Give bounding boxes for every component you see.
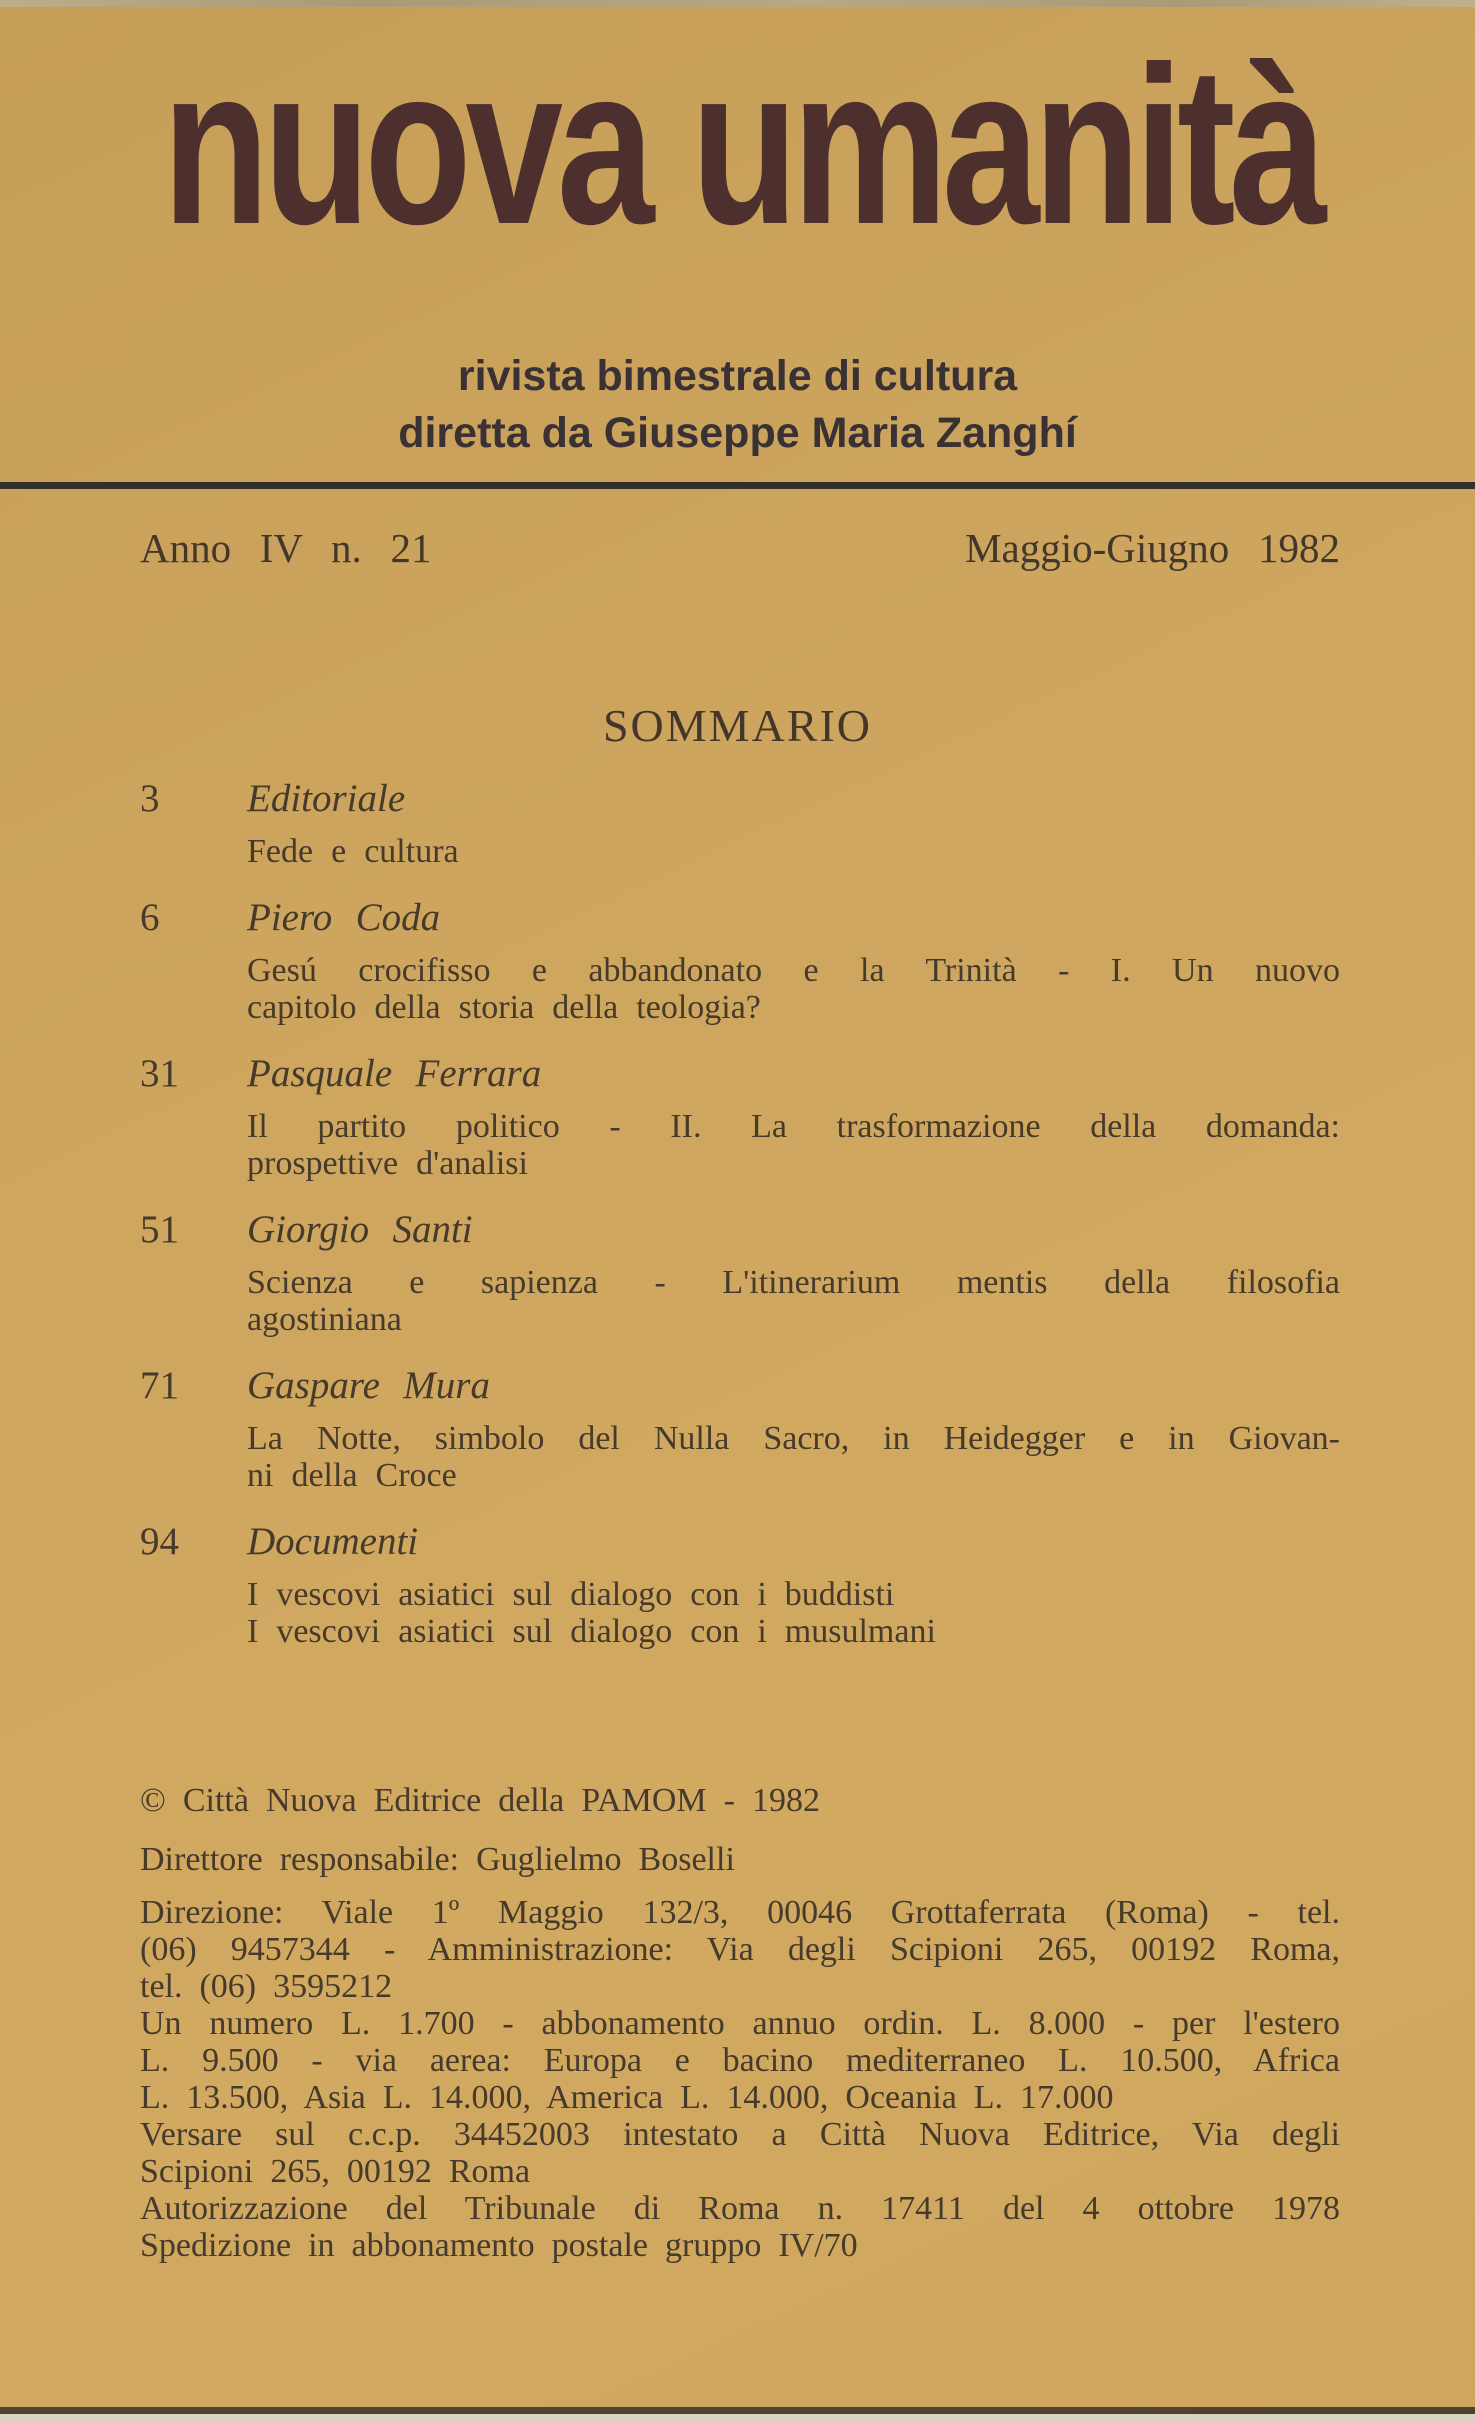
issue-date: Maggio-Giugno 1982 (965, 525, 1340, 571)
toc-entry (140, 1052, 1340, 1182)
toc-description-line: I vescovi asiatici sul dialogo con i buddisti (247, 1576, 895, 1613)
director-line: Direttore responsabile: Guglielmo Boselli (140, 1841, 735, 1878)
masthead-divider-rule (0, 482, 1475, 489)
toc-heading: SOMMARIO (602, 700, 873, 751)
toc-description-line: Scienza e sapienza - L'itinerarium mentis della filosofia (247, 1264, 1340, 1301)
issue-number: Anno IV n. 21 (140, 525, 432, 571)
imprint-line: tel. (06) 3595212 (140, 1968, 393, 2005)
toc-description-line: Gesú crocifisso e abbandonato e la Trinità - I. Un nuovo (247, 952, 1340, 989)
toc-page-number: 6 (140, 896, 160, 939)
toc-description-line: capitolo della storia della teologia? (247, 989, 761, 1026)
imprint-line: Spedizione in abbonamento postale gruppo IV/70 (140, 2227, 858, 2264)
imprint-line: L. 13.500, Asia L. 14.000, America L. 14.000, Oceania L. 17.000 (140, 2079, 1114, 2116)
toc-author: Piero Coda (247, 896, 441, 939)
imprint-line: Scipioni 265, 00192 Roma (140, 2153, 531, 2190)
subtitle-line-2: diretta da Giuseppe Maria Zanghí (398, 409, 1077, 457)
toc-author: Gaspare Mura (247, 1364, 490, 1407)
toc-description-line: La Notte, simbolo del Nulla Sacro, in Heidegger e in Giovan- (247, 1420, 1340, 1457)
publication-details (140, 1894, 1340, 2264)
imprint-line: L. 9.500 - via aerea: Europa e bacino mediterraneo L. 10.500, Africa (140, 2042, 1340, 2079)
magazine-title: nuova umanità (162, 19, 1321, 271)
toc-page-number: 51 (140, 1208, 179, 1251)
page-bottom-edge (0, 2414, 1475, 2421)
toc-description (247, 1576, 1340, 1650)
toc-description (247, 1108, 1340, 1182)
imprint-line: (06) 9457344 - Amministrazione: Via degli Scipioni 265, 00192 Roma, (140, 1931, 1340, 1968)
toc-page-number: 94 (140, 1520, 179, 1563)
toc-description (247, 833, 1340, 870)
toc-description (247, 1420, 1340, 1494)
toc-description-line: I vescovi asiatici sul dialogo con i musulmani (247, 1613, 936, 1650)
toc-entry (140, 1520, 1340, 1650)
toc-author: Pasquale Ferrara (247, 1052, 542, 1095)
toc-page-number: 31 (140, 1052, 179, 1095)
imprint-line: Autorizzazione del Tribunale di Roma n. 17411 del 4 ottobre 1978 (140, 2190, 1340, 2227)
toc-author: Giorgio Santi (247, 1208, 473, 1251)
imprint-line: Versare sul c.c.p. 34452003 intestato a Città Nuova Editrice, Via degli (140, 2116, 1340, 2153)
toc-entry (140, 777, 1340, 870)
toc-entry (140, 1208, 1340, 1338)
issue-info-row (0, 525, 1475, 571)
toc-description (247, 952, 1340, 1026)
page-bottom-shadow (0, 2407, 1475, 2414)
toc-author: Documenti (247, 1520, 419, 1563)
table-of-contents (0, 777, 1475, 1650)
toc-description-line: prospettive d'analisi (247, 1145, 528, 1182)
magazine-subtitle (0, 348, 1475, 462)
imprint-line: Direzione: Viale 1º Maggio 132/3, 00046 Grottaferrata (Roma) - tel. (140, 1894, 1340, 1931)
toc-entry (140, 1364, 1340, 1494)
imprint-line: Un numero L. 1.700 - abbonamento annuo ordin. L. 8.000 - per l'estero (140, 2005, 1340, 2042)
toc-description (247, 1264, 1340, 1338)
toc-page-number: 71 (140, 1364, 179, 1407)
toc-description-line: Fede e cultura (247, 833, 459, 870)
subtitle-line-1: rivista bimestrale di cultura (457, 352, 1018, 400)
toc-description-line: ni della Croce (247, 1457, 457, 1494)
page-top-edge (0, 0, 1475, 7)
toc-description-line: agostiniana (247, 1301, 402, 1338)
copyright-line: © Città Nuova Editrice della PAMOM - 1982 (140, 1782, 820, 1819)
toc-page-number: 3 (140, 777, 160, 820)
toc-author: Editoriale (247, 777, 406, 820)
toc-entry (140, 896, 1340, 1026)
imprint-block (0, 1782, 1475, 2264)
toc-description-line: Il partito politico - II. La trasformazione della domanda: (247, 1108, 1340, 1145)
